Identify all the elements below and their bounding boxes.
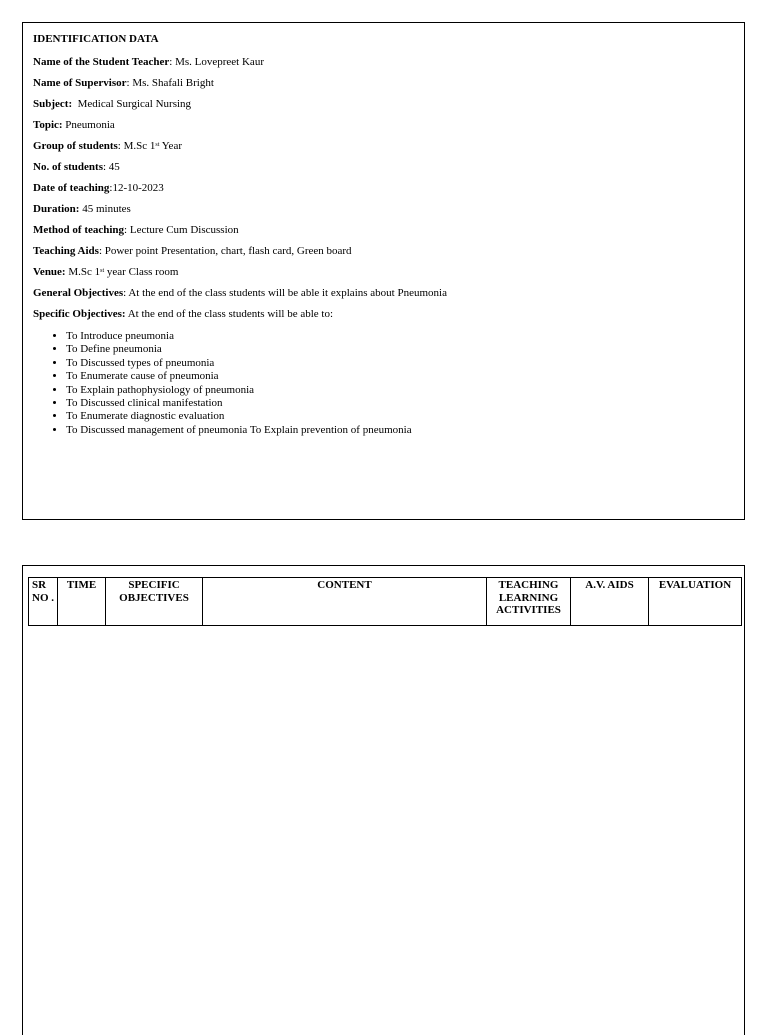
field-label: Name of the Student Teacher — [33, 56, 170, 68]
list-item: • To Enumerate cause of pneumonia — [66, 370, 734, 383]
field-method: Method of teaching: Lecture Cum Discussion — [33, 224, 239, 236]
field-label: Venue: — [33, 266, 66, 278]
list-item: • To Define pneumonia — [66, 343, 734, 356]
field-label: Date of teaching — [33, 182, 110, 194]
field-student-teacher: Name of the Student Teacher: Ms. Lovepreet Kaur — [33, 56, 264, 68]
list-item: • To Explain pathophysiology of pneumonia — [66, 384, 734, 397]
field-value: Lecture Cum Discussion — [129, 224, 239, 236]
field-value: 12-10-2023 — [112, 182, 164, 194]
field-group: Group of students: M.Sc 1st Year — [33, 140, 182, 152]
list-item: • To Discussed clinical manifestation — [66, 397, 734, 410]
field-value: At the end of the class students will be able it explains about Pneumonia — [128, 287, 447, 299]
header-av-aids: A.V. AIDS — [571, 578, 649, 626]
field-value: Medical Surgical Nursing — [77, 98, 192, 110]
table-header-row — [29, 578, 742, 626]
field-no-students: No. of students: 45 — [33, 161, 120, 173]
field-venue — [33, 265, 734, 279]
identification-title: IDENTIFICATION DATA — [33, 33, 159, 45]
lesson-plan-table — [28, 577, 742, 626]
field-value: Power point Presentation, chart, flash card, Green board — [104, 245, 352, 257]
header-time: TIME — [58, 578, 106, 626]
field-value: At the end of the class students will be able to: — [127, 308, 334, 320]
field-label: Name of Supervisor — [33, 77, 127, 89]
list-item: • To Discussed management of pneumonia To Explain prevention of pneumonia — [66, 424, 734, 437]
field-label: Subject: — [33, 98, 73, 110]
field-label: Topic: — [33, 119, 63, 131]
field-label: Teaching Aids — [33, 245, 99, 257]
header-sr-no: SR NO . — [29, 578, 58, 626]
header-evaluation: EVALUATION — [649, 578, 742, 626]
specific-objectives-list — [33, 330, 734, 437]
field-value: Pneumonia — [65, 119, 115, 131]
field-value: M.Sc 1st Year — [123, 140, 182, 152]
field-label: Duration: — [33, 203, 80, 215]
field-general-objectives: General Objectives: At the end of the class students will be able it explains about Pneumonia — [33, 287, 447, 299]
field-label: No. of students — [33, 161, 103, 173]
field-value: Ms. Shafali Bright — [132, 77, 214, 89]
field-label: General Objectives — [33, 287, 124, 299]
field-value: 45 minutes — [82, 203, 131, 215]
field-label: Group of students — [33, 140, 118, 152]
field-value: Ms. Lovepreet Kaur — [175, 56, 264, 68]
field-label: Specific Objectives: — [33, 308, 126, 320]
field-label: Method of teaching — [33, 224, 125, 236]
list-item: • To Discussed types of pneumonia — [66, 357, 734, 370]
field-value: 45 — [108, 161, 120, 173]
lesson-plan-page — [22, 565, 745, 1035]
field-specific-objectives — [33, 307, 734, 321]
identification-page — [22, 22, 745, 520]
field-subject — [33, 97, 734, 111]
field-supervisor: Name of Supervisor: Ms. Shafali Bright — [33, 77, 214, 89]
header-teaching-learning-activities: TEACHING LEARNING ACTIVITIES — [487, 578, 571, 626]
field-value: M.Sc 1st year Class room — [68, 266, 179, 278]
field-topic — [33, 118, 734, 132]
field-date: Date of teaching:12-10-2023 — [33, 182, 164, 194]
field-teaching-aids: Teaching Aids: Power point Presentation, chart, flash card, Green board — [33, 245, 352, 257]
list-item: • To Introduce pneumonia — [66, 330, 734, 343]
field-duration — [33, 202, 734, 216]
header-content: CONTENT — [203, 578, 487, 626]
list-item: • To Enumerate diagnostic evaluation — [66, 410, 734, 423]
header-specific-objectives: SPECIFIC OBJECTIVES — [106, 578, 203, 626]
